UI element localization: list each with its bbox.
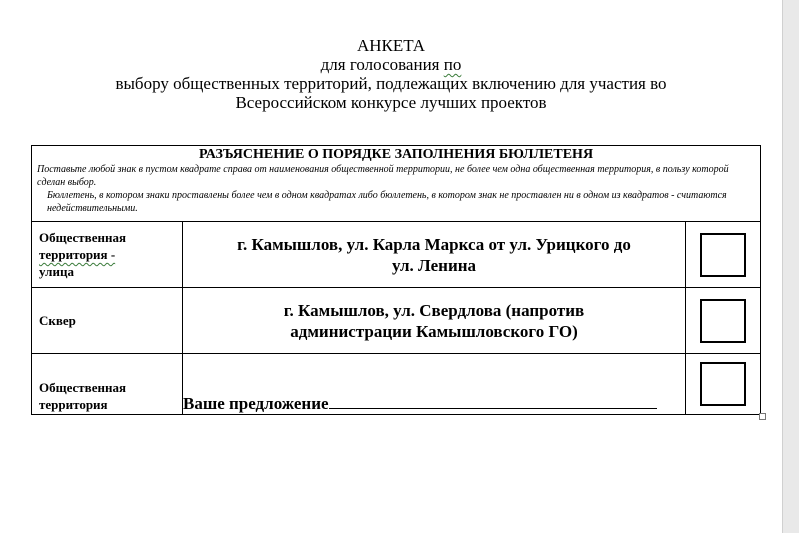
option-1-name-line-2: ул. Ленина <box>391 255 477 275</box>
ballot-table <box>31 145 761 415</box>
form-header <box>0 36 782 112</box>
option-2-name-line-1: г. Камышлов, ул. Свердлова (напротив <box>283 300 585 320</box>
option-1-name <box>183 222 686 288</box>
proposal-label: Ваше предложение <box>183 394 329 413</box>
instructions-title: РАЗЪЯСНЕНИЕ О ПОРЯДКЕ ЗАПОЛНЕНИЯ БЮЛЛЕТЕНЯ <box>198 147 594 162</box>
option-1-label <box>32 222 183 288</box>
instructions-row <box>32 146 761 222</box>
form-title: АНКЕТА <box>356 36 426 55</box>
option-1-checkbox-cell <box>686 222 761 288</box>
option-2-checkbox-cell <box>686 288 761 354</box>
option-2-label-line-1: Сквер <box>39 313 76 328</box>
proposal-field[interactable] <box>183 354 686 415</box>
instructions-paragraph-1: Поставьте любой знак в пустом квадрате справа от наименования общественной территории, не более чем одна общественная территория, в пользу которой сделан выбор. <box>37 164 729 188</box>
form-subtitle-line <box>0 55 782 74</box>
option-3-label-line-1: Общественная <box>39 380 126 395</box>
instructions-paragraph-2: Бюллетень, в котором знаки проставлены более чем в одном квадратах либо бюллетень, в котором знак не проставлен ни в одном из квадратов - считаются недействительными. <box>47 190 727 214</box>
option-row-1 <box>32 222 761 288</box>
option-3-label-line-2: территория <box>39 397 108 412</box>
option-2-name-line-2: администрации Камышловского ГО) <box>290 321 578 341</box>
option-3-label <box>32 354 183 415</box>
vertical-scrollbar[interactable] <box>782 0 799 533</box>
proposal-blank-line <box>329 407 657 409</box>
option-1-label-line-2-text: территория - <box>39 247 116 262</box>
form-subtitle-line-2: выбору общественных территорий, подлежащих включению для участия во <box>115 74 667 93</box>
option-2-name <box>183 288 686 354</box>
table-resize-handle[interactable] <box>759 413 766 420</box>
option-2-label <box>32 288 183 354</box>
option-1-label-line-2 <box>39 246 182 263</box>
option-1-name-line-1: г. Камышлов, ул. Карла Маркса от ул. Урицкого до <box>237 234 631 254</box>
option-1-label-line-1: Общественная <box>39 230 126 245</box>
form-subtitle-line-3: Всероссийском конкурсе лучших проектов <box>235 93 547 112</box>
option-row-2 <box>32 288 761 354</box>
option-2-checkbox[interactable] <box>700 299 746 343</box>
option-1-label-line-3: улица <box>39 264 74 279</box>
instructions-cell <box>32 146 761 222</box>
option-3-checkbox-cell <box>686 354 761 415</box>
option-3-checkbox[interactable] <box>700 362 746 406</box>
option-row-3 <box>32 354 761 415</box>
subtitle-text: для голосования <box>320 55 444 74</box>
spellcheck-marked-word: по <box>443 55 462 74</box>
option-1-checkbox[interactable] <box>700 233 746 277</box>
